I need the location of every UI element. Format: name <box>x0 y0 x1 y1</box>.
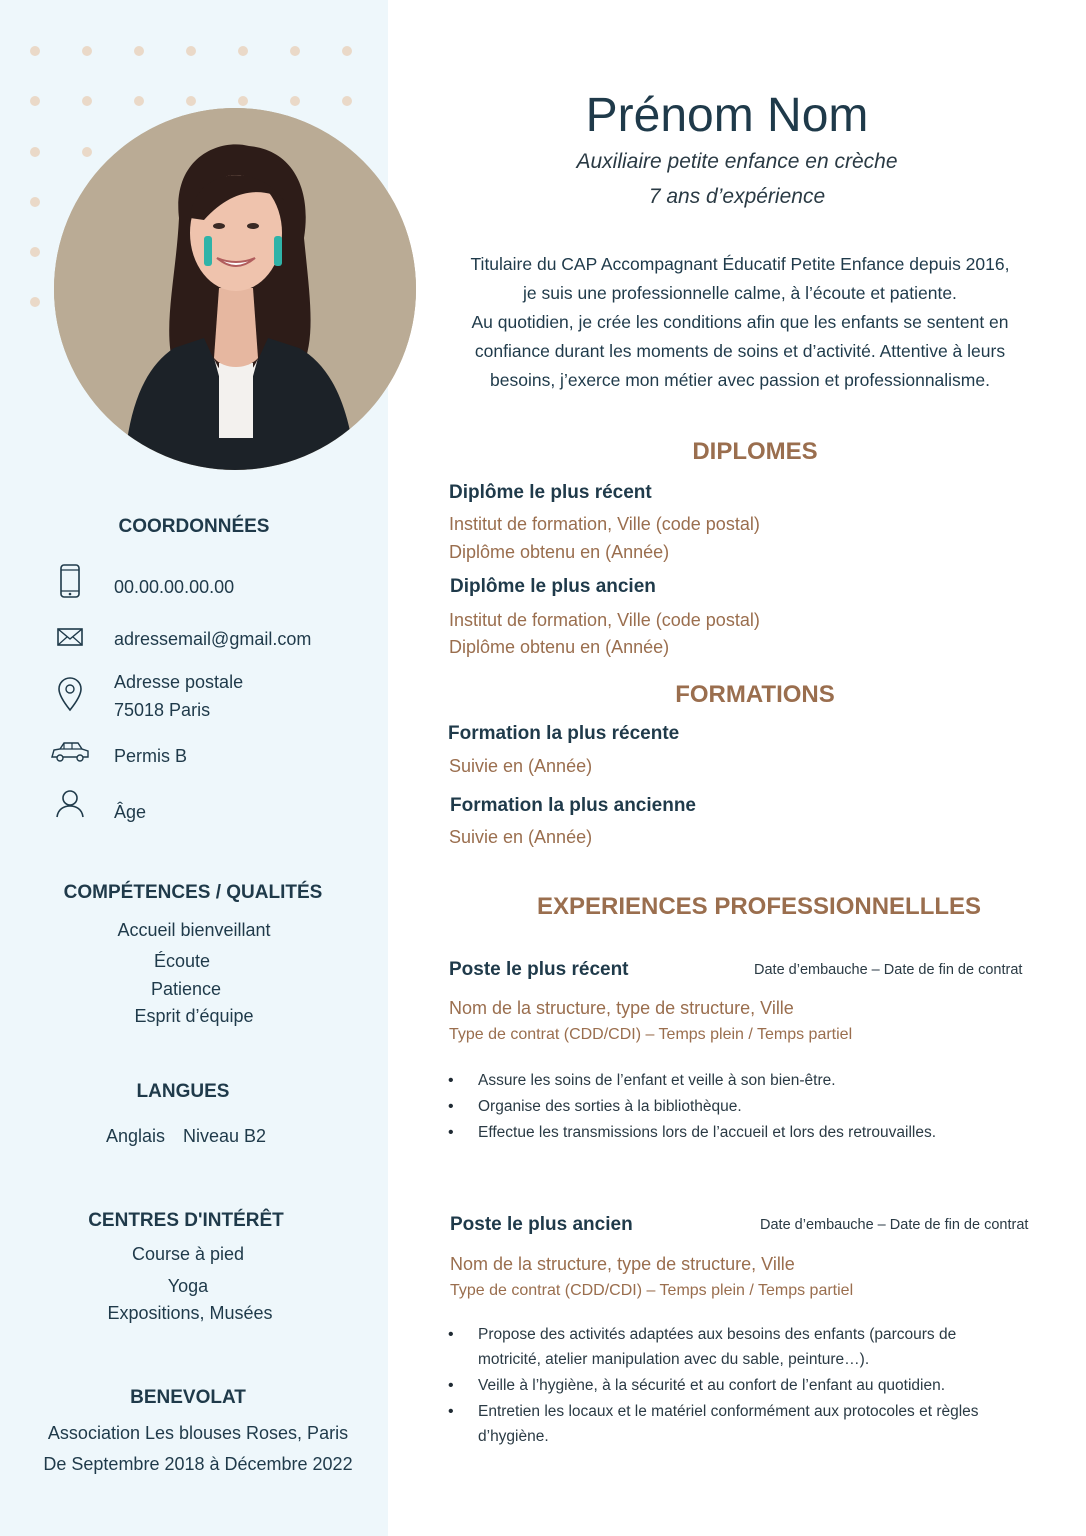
profile-summary <box>440 250 1040 395</box>
volunteer-dates: De Septembre 2018 à Décembre 2022 <box>43 1454 353 1474</box>
skill-item: Patience <box>150 979 222 999</box>
diploma-year: Diplôme obtenu en (Année) <box>449 542 670 562</box>
job-structure: Nom de la structure, type de structure, Ville <box>449 998 794 1018</box>
location-pin-icon <box>50 674 90 714</box>
job-title: Auxiliaire petite enfance en crèche <box>576 150 898 173</box>
skill-item: Accueil bienveillant <box>117 920 271 940</box>
diploma-year: Diplôme obtenu en (Année) <box>449 637 670 657</box>
list-item: • Assure les soins de l’enfant et veille à son bien-être. <box>448 1068 1048 1093</box>
profile-photo <box>54 108 416 470</box>
experience-section-title: EXPERIENCES PROFESSIONNELLLES <box>536 893 982 920</box>
job-contract: Type de contrat (CDD/CDI) – Temps plein / Temps partiel <box>449 1026 853 1043</box>
language-name: Anglais <box>106 1126 166 1146</box>
diploma-institute: Institut de formation, Ville (code postal) <box>449 514 760 534</box>
list-item: • Effectue les transmissions lors de l’accueil et lors des retrouvailles. <box>448 1120 1048 1145</box>
job-contract: Type de contrat (CDD/CDI) – Temps plein / Temps partiel <box>450 1282 854 1299</box>
training-title: Formation la plus récente <box>448 723 680 744</box>
training-year: Suivie en (Année) <box>449 827 593 847</box>
volunteer-section-title: BENEVOLAT <box>130 1387 246 1408</box>
list-item: • Veille à l’hygiène, à la sécurité et au confort de l’enfant au quotidien. <box>448 1373 1010 1398</box>
job-position-title: Poste le plus récent <box>449 959 629 980</box>
summary-line: besoins, j’exerce mon métier avec passion et professionnalisme. <box>490 370 990 390</box>
summary-line: Titulaire du CAP Accompagnant Éducatif Petite Enfance depuis 2016, <box>470 254 1010 274</box>
phone-icon <box>50 562 90 602</box>
list-item: • Entretien les locaux et le matériel conformément aux protocoles et règles d’hygiène. <box>448 1399 1010 1449</box>
job-dates: Date d’embauche – Date de fin de contrat <box>760 1217 1029 1233</box>
training-title: Formation la plus ancienne <box>450 795 696 816</box>
diplomas-section-title: DIPLOMES <box>692 438 818 465</box>
skill-item: Écoute <box>153 951 211 971</box>
diploma-title: Diplôme le plus ancien <box>450 576 656 597</box>
interests-section-title: CENTRES D'INTÉRÊT <box>88 1210 284 1231</box>
car-icon <box>50 733 90 773</box>
summary-line: Au quotidien, je crée les conditions afin que les enfants se sentent en <box>471 312 1009 332</box>
list-item: • Propose des activités adaptées aux besoins des enfants (parcours de motricité, atelier manipulation avec du sable, peinture…). <box>448 1322 1010 1372</box>
skills-section-title: COMPÉTENCES / QUALITÉS <box>63 882 323 903</box>
person-icon <box>50 785 90 825</box>
skill-item: Esprit d’équipe <box>134 1006 254 1026</box>
diploma-institute: Institut de formation, Ville (code postal) <box>449 610 760 630</box>
summary-line: confiance durant les moments de soins et d’activité. Attentive à leurs <box>474 341 1006 361</box>
diploma-title: Diplôme le plus récent <box>449 482 652 503</box>
age: Âge <box>114 802 147 822</box>
address-line-2: 75018 Paris <box>114 700 211 720</box>
job-structure: Nom de la structure, type de structure, Ville <box>450 1254 795 1274</box>
interest-item: Course à pied <box>131 1244 245 1264</box>
address-line-1: Adresse postale <box>114 672 244 692</box>
job-tasks-list <box>448 1068 1048 1146</box>
contact-section-title: COORDONNÉES <box>118 516 270 537</box>
job-tasks-list <box>448 1322 1010 1450</box>
job-position-title: Poste le plus ancien <box>450 1214 633 1235</box>
training-year: Suivie en (Année) <box>449 756 593 776</box>
interest-item: Expositions, Musées <box>107 1303 273 1323</box>
list-item: • Organise des sorties à la bibliothèque. <box>448 1094 1048 1119</box>
languages-section-title: LANGUES <box>136 1081 230 1102</box>
trainings-section-title: FORMATIONS <box>675 681 835 708</box>
driving-license: Permis B <box>114 746 188 766</box>
language-level: Niveau B2 <box>183 1126 267 1146</box>
job-dates: Date d’embauche – Date de fin de contrat <box>754 962 1023 978</box>
summary-line: je suis une professionnelle calme, à l’écoute et patiente. <box>523 283 957 303</box>
experience-years: 7 ans d’expérience <box>648 185 826 208</box>
interest-item: Yoga <box>167 1276 209 1296</box>
full-name: Prénom Nom <box>585 89 869 142</box>
volunteer-organization: Association Les blouses Roses, Paris <box>47 1423 349 1443</box>
mail-icon <box>50 617 90 657</box>
email-address[interactable]: adressemail@gmail.com <box>114 629 312 649</box>
phone-number[interactable]: 00.00.00.00.00 <box>114 577 235 597</box>
